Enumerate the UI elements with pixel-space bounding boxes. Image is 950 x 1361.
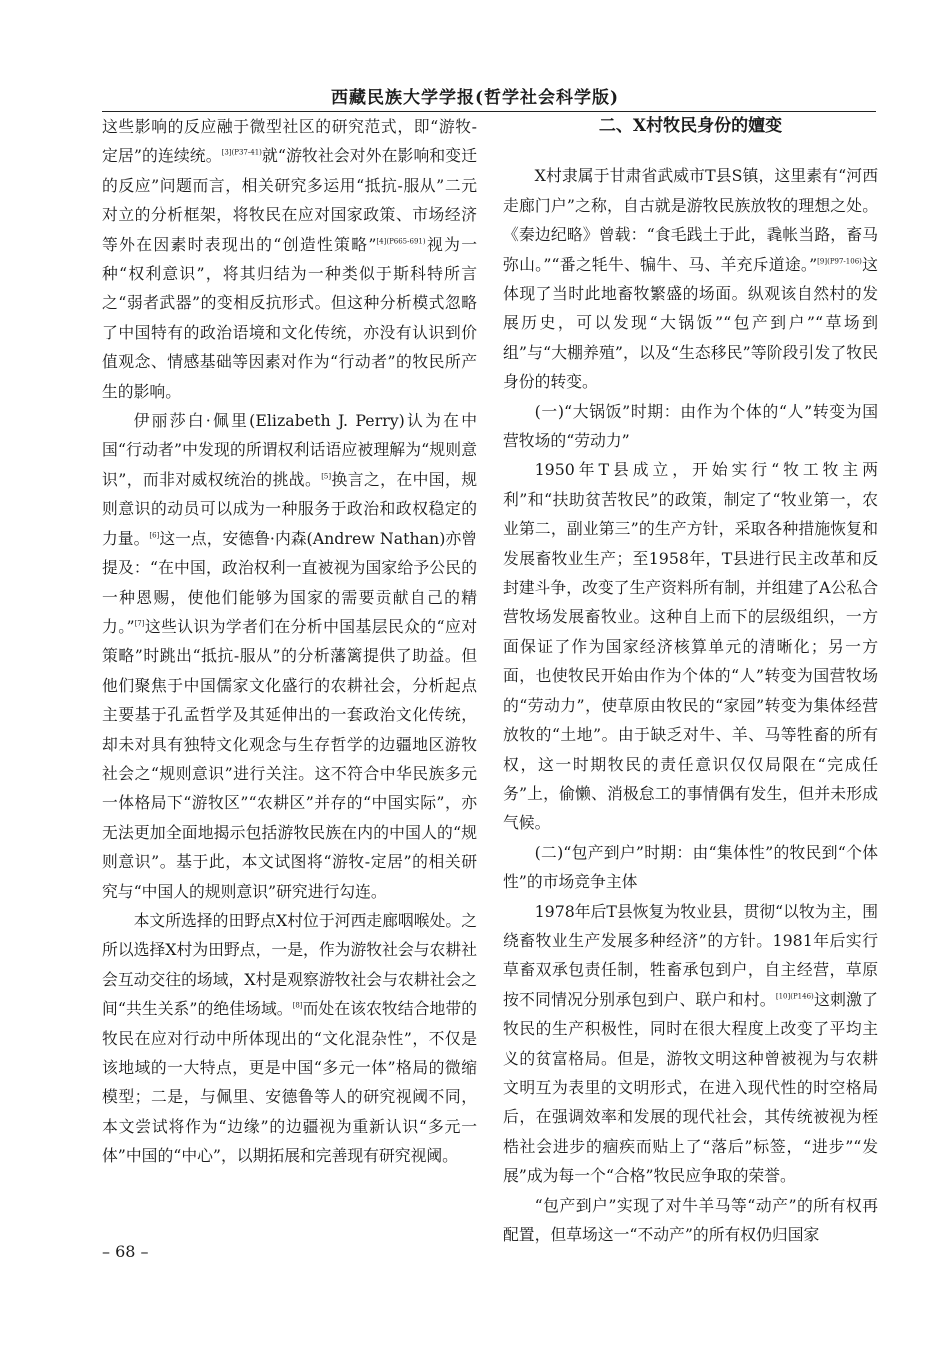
text-run: 本文所选择的田野点X村位于河西走廊咽喉处。之所以选择X村为田野点，一是，作为游牧社会与农耕社会互动交往的场域，X村是观察游牧社会与农耕社会之间“共生关系”的绝佳场域。: [102, 910, 477, 1019]
citation: [4](P665-691): [376, 237, 426, 246]
text-run: 视为一种“权利意识”，将其归结为一种类似于斯科特所言之“弱者武器”的变相反抗形式。但这种分析模式忽略了中国特有的政治语境和文化传统，亦没有认识到价值观念、情感基础等因素对作为“行动者”的牧民所产生的影响。: [102, 234, 477, 401]
page-number: – 68 –: [102, 1242, 149, 1261]
text-run: 这刺激了牧民的生产积极性，同时在很大程度上改变了平均主义的贫富格局。但是，游牧文明这种曾被视为与农耕文明互为表里的文明形式，在进入现代性的时空格局后，在强调效率和发展的现代社会，其传统被视为桎梏社会进步的痼疾而贴上了“落后”标签，“进步”“发展”成为每一个“合格”牧民应争取的荣誉。: [503, 989, 878, 1186]
text-run: 1978年后T县恢复为牧业县，贯彻“以牧为主，围绕畜牧业生产发展多种经济”的方针。1981年后实行草畜双承包责任制，牲畜承包到户，自主经营，草原按不同情况分别承包到户、联户和村。: [503, 901, 878, 1009]
citation: [3](P37-41): [221, 149, 262, 158]
section-title: 二、X村牧民身份的嬗变: [598, 116, 783, 136]
text-run: 这些影响的反应融于微型社区的研究范式，即“游牧-定居”的连续统。: [102, 117, 477, 166]
citation: [7]: [134, 619, 145, 628]
citation: [8]: [292, 1001, 303, 1010]
text-run: 换言之，在中国，规则意识的动员可以成为一种服务于政治和政权稳定的力量。: [102, 469, 477, 548]
paragraph: [503, 161, 878, 396]
subsection-heading: (二)“包产到户”时期：由“集体性”的牧民到“个体性”的市场竞争主体: [503, 842, 878, 892]
text-run: 而处在该农牧结合地带的牧民在应对行动中所体现出的“文化混杂性”，不仅是该地域的一大特点，更是中国“多元一体”格局的微缩模型；二是，与佩里、安德鲁等人的研究视阈不同，本文尝试将作为“边缘”的边疆视为重新认识“多元一体”中国的“中心”，以期拓展和完善现有研究视阈。: [102, 999, 477, 1166]
journal-header: 西藏民族大学学报(哲学社会科学版): [330, 88, 620, 108]
text-run: X村隶属于甘肃省武威市T县S镇，这里素有“河西走廊门户”之称，自古就是游牧民族放牧的理想之处。《秦边纪略》曾载：“食毛践土于此，毳帐当路，畜马弥山。”“番之牦牛、犏牛、马、羊充斥道途。”: [503, 166, 878, 274]
citation: [5]: [321, 472, 332, 481]
right-column: [503, 112, 878, 1249]
paragraph: [102, 906, 477, 1171]
subsection-heading: (一)“大锅饭”时期：由作为个体的“人”转变为国营牧场的“劳动力”: [503, 401, 878, 451]
text-run: 伊丽莎白·佩里(Elizabeth J. Perry)认为在中国“行动者”中发现的所谓权利话语应被理解为“规则意识”，而非对威权统治的挑战。: [102, 411, 477, 489]
text-run: 这一点，安德鲁·内森(Andrew Nathan)亦曾提及：“在中国，政治权利一直被视为国家给予公民的一种恩赐，使他们能够为国家的需要贡献自己的精力。”: [102, 528, 477, 636]
text-run: 这体现了当时此地畜牧繁盛的场面。纵观该自然村的发展历史，可以发现“大锅饭”“包产到户”“草场到组”与“大棚养殖”，以及“生态移民”等阶段引发了牧民身份的转变。: [503, 254, 878, 392]
left-column: [102, 112, 477, 1171]
paragraph: [102, 406, 477, 906]
text-run: 就“游牧社会对外在影响和变迁的反应”问题而言，相关研究多运用“抵抗-服从”二元对立的分析框架，将牧民在应对国家政策、市场经济等外在因素时表现出的“创造性策略”: [102, 146, 477, 254]
paragraph: [102, 112, 477, 406]
citation: [9](P97-106): [817, 257, 862, 266]
paragraph: 1950年T县成立，开始实行“牧工牧主两利”和“扶助贫苦牧民”的政策，制定了“牧业第一，农业第二，副业第三”的生产方针，采取各种措施恢复和发展畜牧业生产；至1958年，T县进行民主改革和反封建斗争，改变了生产资料所有制，并组建了A公私合营牧场发展畜牧业。这种自上而下的层级组织，一方面保证了作为国家经济核算单元的清晰化；另一方面，也使牧民开始由作为个体的“人”转变为国营牧场的“劳动力”，使草原由牧民的“家园”转变为集体经营放牧的“土地”。由于缺乏对牛、羊、马等牲畜的所有权，这一时期牧民的责任意识仅仅局限在“完成任务”上，偷懒、消极怠工的事情偶有发生，但并未形成气候。: [503, 460, 878, 833]
citation: [10](P146): [775, 992, 814, 1001]
paragraph: [503, 897, 878, 1191]
paragraph: “包产到户”实现了对牛羊马等“动产”的所有权再配置，但草场这一“不动产”的所有权仍归国家: [503, 1195, 878, 1245]
text-run: 这些认识为学者们在分析中国基层民众的“应对策略”时跳出“抵抗-服从”的分析藩篱提供了助益。但他们聚焦于中国儒家文化盛行的农耕社会，分析起点主要基于孔孟哲学及其延伸出的一套政治文化传统，却未对具有独特文化观念与生存哲学的边疆地区游牧社会之“规则意识”进行关注。这不符合中华民族多元一体格局下“游牧区”“农耕区”并存的“中国实际”，亦无法更加全面地揭示包括游牧民族在内的中国人的“规则意识”。基于此，本文试图将“游牧-定居”的相关研究与“中国人的规则意识”研究进行勾连。: [102, 616, 477, 901]
citation: [6]: [149, 531, 160, 540]
